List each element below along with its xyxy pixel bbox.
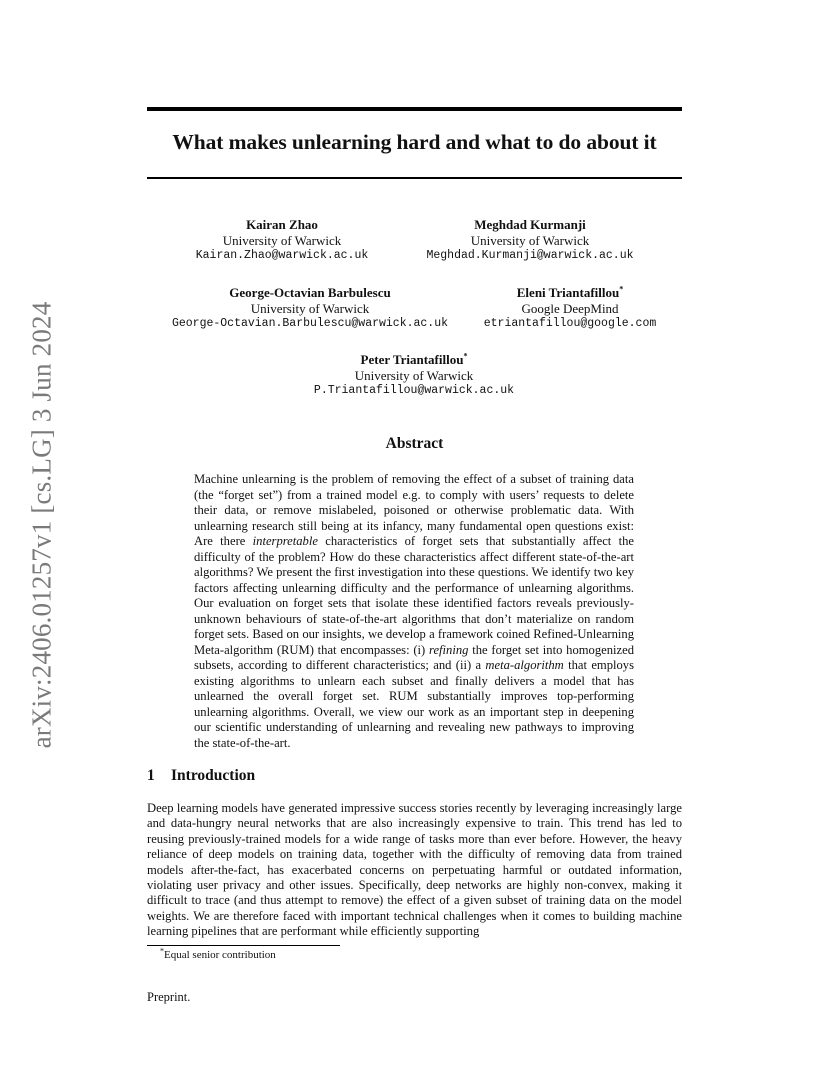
author-name: Peter Triantafillou — [360, 352, 464, 367]
author-block — [160, 285, 460, 332]
abstract-heading: Abstract — [385, 435, 444, 452]
footnote-mark: * — [160, 946, 164, 956]
equal-contribution-mark: * — [463, 351, 468, 361]
section-heading-introduction — [147, 767, 255, 785]
author-block — [415, 217, 645, 264]
author-name: Kairan Zhao — [246, 217, 318, 232]
author-affiliation: University of Warwick — [354, 367, 474, 383]
author-affiliation: University of Warwick — [222, 232, 342, 248]
footnote-rule — [147, 945, 340, 946]
author-email: etriantafillou@google.com — [483, 317, 657, 330]
introduction-text: Deep learning models have generated impressive success stories recently by leveraging increasingly large and data-hungry neural networks that are also increasingly expensive to train. This trend has led to reusing previously-trained models for a wide range of tasks more than ever before. However, the heavy reliance of deep models on training data, together with the difficulty of removing data from trained models after-the-fact, has exacerbated concerns on perpetuating harmful or outdated information, violating user privacy and other issues. Specifically, deep networks are highly non-convex, making it difficult to trace (and thus attempt to remove) the effect of a given subset of training data on the model weights. We are therefore faced with important technical challenges when it comes to building machine learning pipelines that are performant while efficiently supporting — [147, 801, 682, 939]
author-email: Kairan.Zhao@warwick.ac.uk — [195, 249, 369, 262]
author-affiliation: University of Warwick — [250, 300, 370, 316]
equal-contribution-mark: * — [619, 284, 624, 294]
author-affiliation: Google DeepMind — [521, 300, 619, 316]
footnote-text: Equal senior contribution — [164, 949, 276, 961]
author-block — [182, 217, 382, 264]
paper-title: What makes unlearning hard and what to do about it — [172, 130, 657, 154]
author-name: Eleni Triantafillou — [516, 285, 620, 300]
author-block — [300, 352, 528, 399]
title-rule-bottom — [147, 177, 682, 179]
preprint-label: Preprint. — [147, 990, 191, 1004]
arxiv-identifier: arXiv:2406.01257v1 [cs.LG] 3 Jun 2024 — [26, 301, 57, 749]
author-email: Meghdad.Kurmanji@warwick.ac.uk — [426, 249, 634, 262]
author-email: P.Triantafillou@warwick.ac.uk — [313, 384, 515, 397]
author-block — [470, 285, 670, 332]
title-rule-top — [147, 107, 682, 111]
section-title: Introduction — [171, 767, 256, 784]
abstract-text: Machine unlearning is the problem of removing the effect of a subset of training data (the “forget set”) from a trained model e.g. to comply with users’ requests to delete their data, or remove mislabeled, poisoned or otherwise problematic data. With unlearning research still being at its infancy, many fundamental open questions exist: Are there interpretable characteristics of forget sets that substantially affect the difficulty of the problem? How do these characteristics affect different state-of-the-art algorithms? We present the first investigation into these questions. We identify two key factors affecting unlearning difficulty and the performance of unlearning algorithms. Our evaluation on forget sets that isolate these identified factors reveals previously-unknown behaviours of state-of-the-art algorithms that don’t materialize on random forget sets. Based on our insights, we develop a framework coined Refined-Unlearning Meta-algorithm (RUM) that encompasses: (i) refining the forget set into homogenized subsets, according to different characteristics; and (ii) a meta-algorithm that employs existing algorithms to unlearn each subset and finally delivers a model that has unlearned the overall forget set. RUM substantially improves top-performing unlearning algorithms. Overall, we view our work as an important step in deepening our scientific understanding of unlearning and revealing new pathways to improving the state-of-the-art. — [194, 472, 634, 750]
author-affiliation: University of Warwick — [470, 232, 590, 248]
section-number: 1 — [147, 767, 155, 784]
author-email: George-Octavian.Barbulescu@warwick.ac.uk — [171, 317, 449, 330]
footnote — [160, 946, 276, 961]
author-name: Meghdad Kurmanji — [474, 217, 586, 232]
author-name: George-Octavian Barbulescu — [229, 285, 391, 300]
